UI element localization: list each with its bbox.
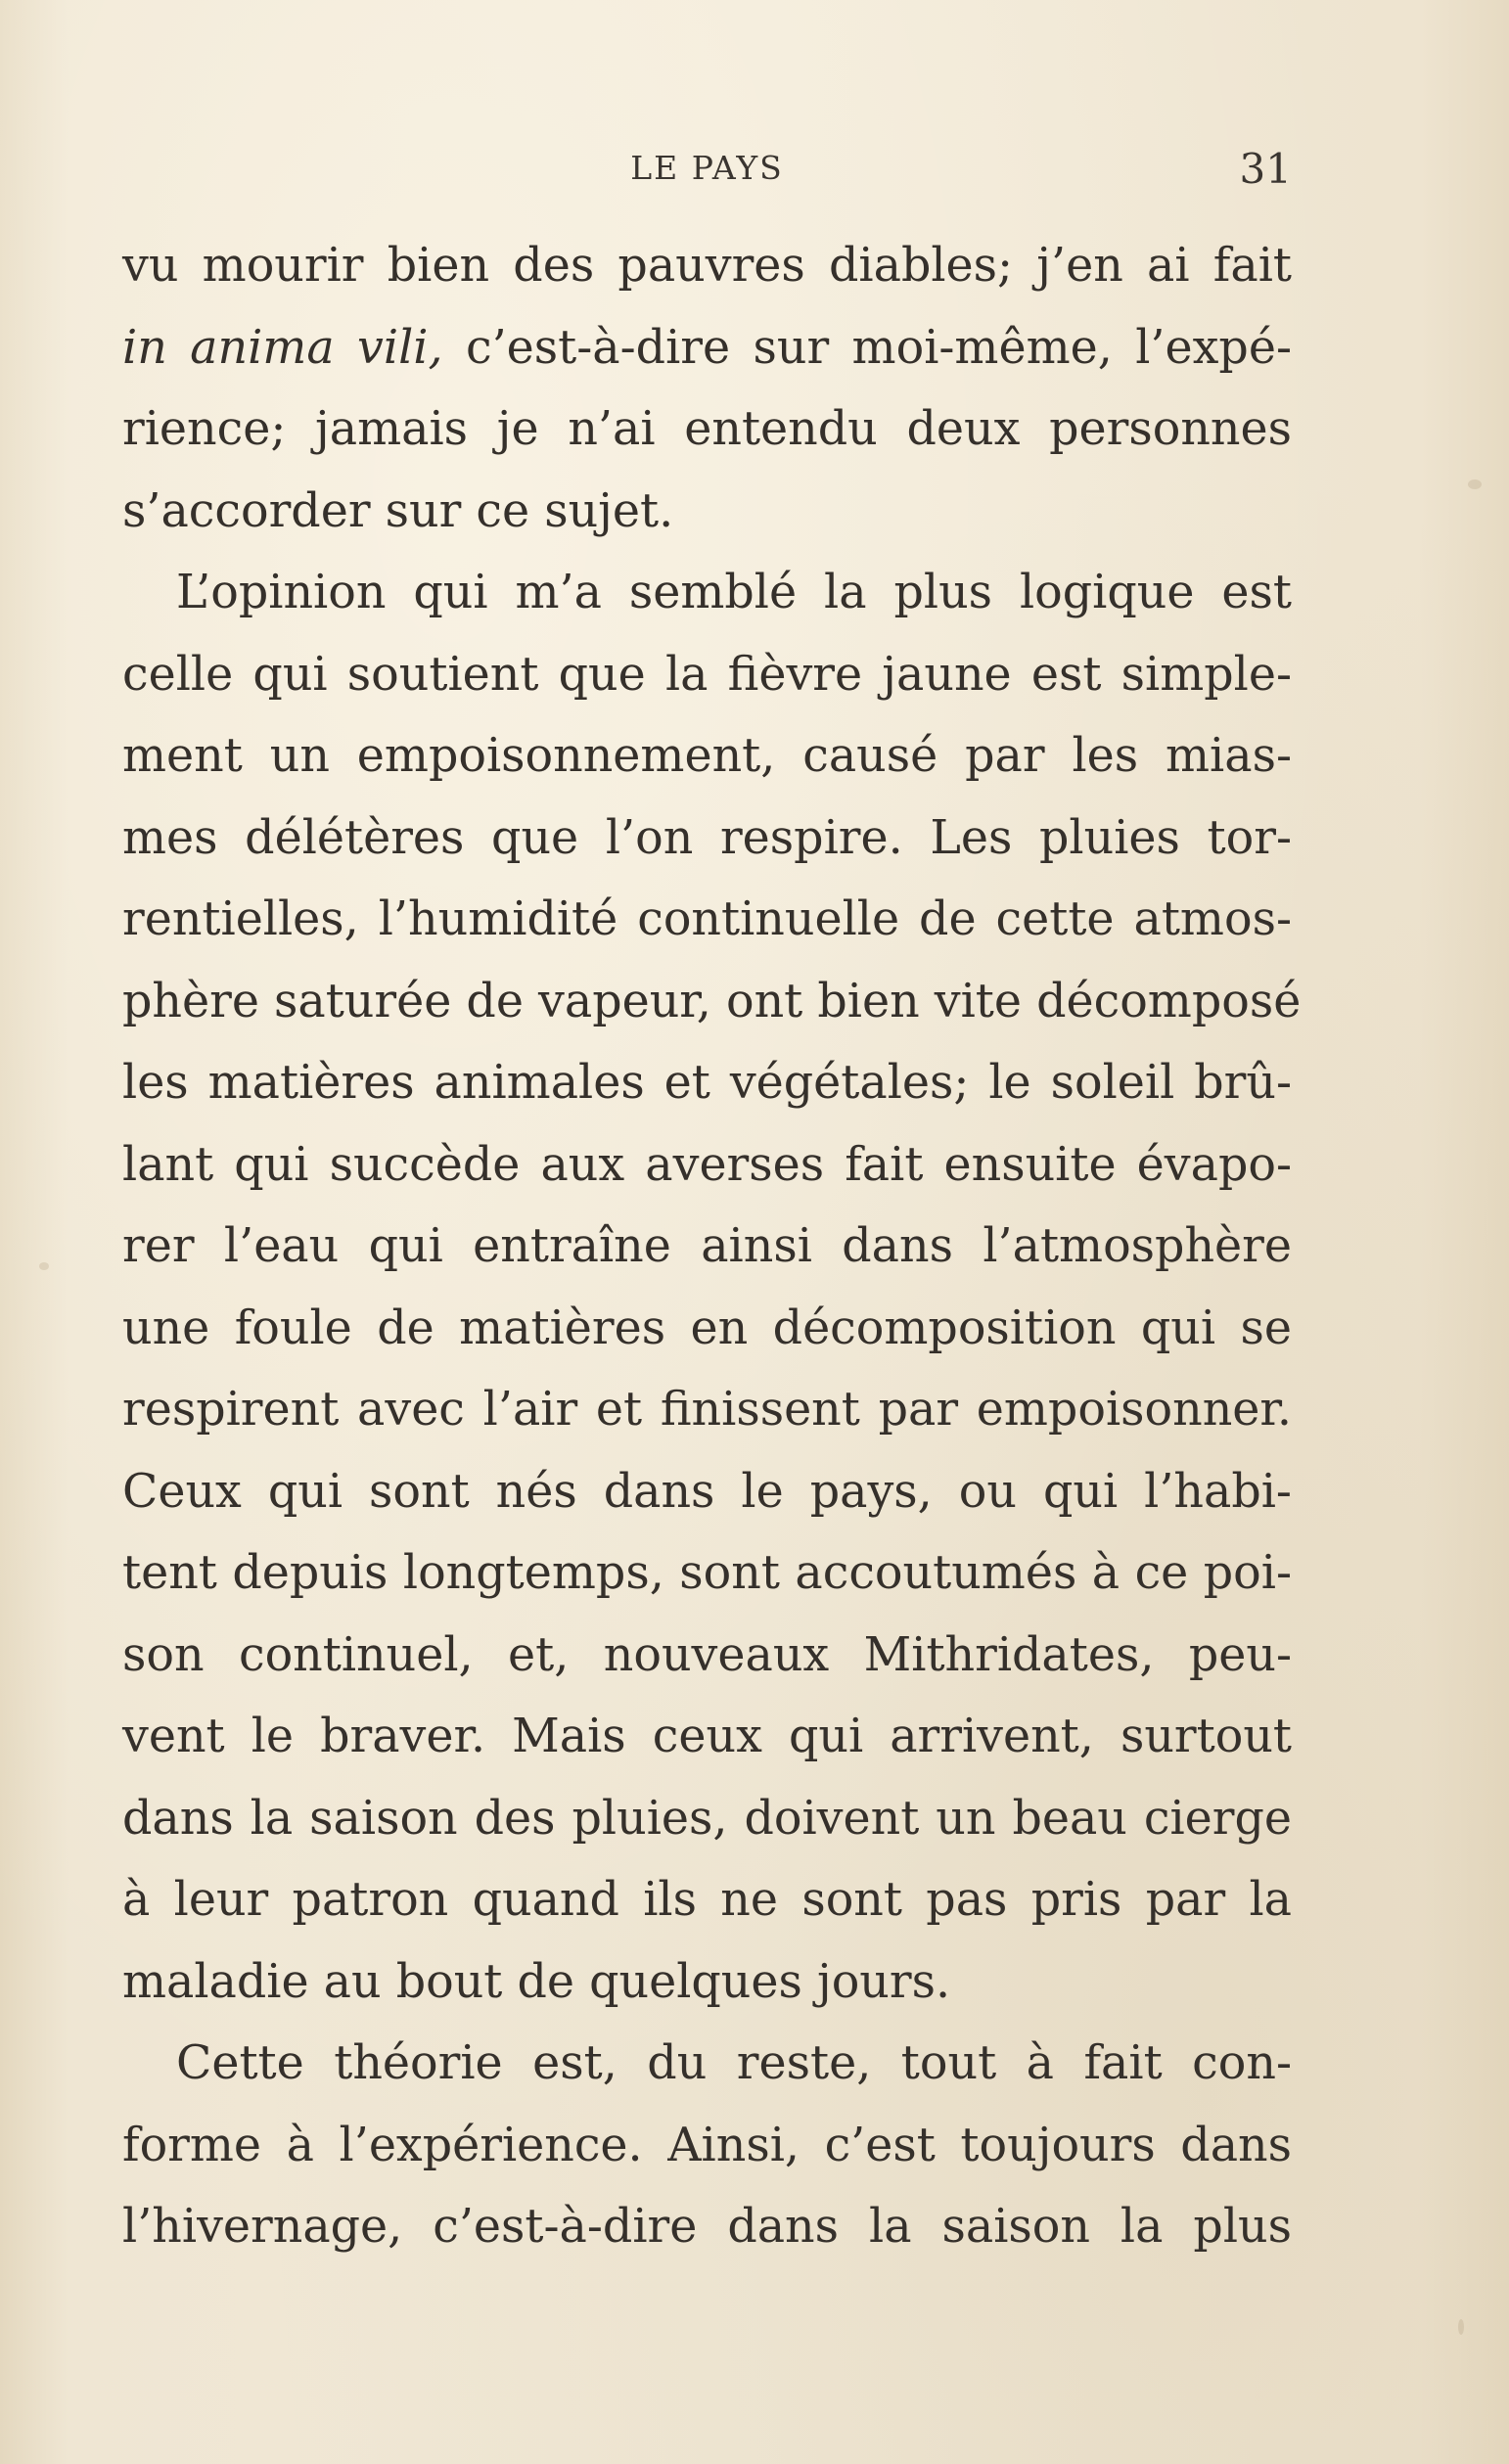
text-line: celle qui soutient que la fièvre jaune est simple-: [122, 647, 1292, 702]
latin-phrase: in anima vili,: [122, 320, 443, 375]
text-line: ment un empoisonnement, causé par les mias-: [122, 729, 1292, 783]
text-line: rentielles, l’humidité continuelle de cette atmos-: [122, 892, 1292, 946]
paper-spot: [1468, 479, 1482, 489]
text-line: une foule de matières en décomposition qui se: [122, 1300, 1292, 1355]
text-line: mes délétères que l’on respire. Les pluies tor-: [122, 810, 1292, 865]
paragraph-first-line: Cette théorie est, du reste, tout à fait con-: [176, 2036, 1292, 2090]
text-line: les matières animales et végétales; le soleil brû-: [122, 1056, 1292, 1110]
text-line: forme à l’expérience. Ainsi, c’est toujours dans: [122, 2118, 1292, 2172]
running-title: LE PAYS: [630, 149, 784, 187]
text-line: lant qui succède aux averses fait ensuite évapo-: [122, 1137, 1292, 1192]
text-line: son continuel, et, nouveaux Mithridates, peu-: [122, 1627, 1292, 1682]
text-line: vent le braver. Mais ceux qui arrivent, surtout: [122, 1710, 1292, 1763]
paper-spot: [39, 1262, 49, 1270]
page-number: 31: [1239, 145, 1292, 193]
text-line: phère saturée de vapeur, ont bien vite décomposé: [122, 974, 1302, 1028]
paragraph-first-line: L’opinion qui m’a semblé la plus logique est: [176, 566, 1292, 619]
text-line: vu mourir bien des pauvres diables; j’en ai fait: [122, 239, 1292, 293]
text-line: rience; jamais je n’ai entendu deux personnes: [122, 402, 1292, 456]
text-line-italic-start: [122, 307, 1292, 389]
text-line: s’accorder sur ce sujet.: [122, 483, 674, 538]
text-line: tent depuis longtemps, sont accoutumés à ce poi-: [122, 1546, 1292, 1600]
text-line: à leur patron quand ils ne sont pas pris par la: [122, 1873, 1292, 1927]
text-line-rest: c’est-à-dire sur moi-même, l’expé-: [442, 320, 1292, 375]
text-line: rer l’eau qui entraîne ainsi dans l’atmosphère: [122, 1219, 1292, 1273]
paper-spot: [1458, 2319, 1464, 2335]
body-text: [122, 225, 1302, 2268]
text-line: l’hivernage, c’est-à-dire dans la saison la plus: [122, 2200, 1292, 2254]
text-line: dans la saison des pluies, doivent un beau cierge: [122, 1791, 1292, 1846]
text-line: maladie au bout de quelques jours.: [122, 1954, 951, 2009]
running-head: [122, 145, 1292, 198]
text-line: respirent avec l’air et finissent par empoisonner.: [122, 1383, 1292, 1437]
text-line: Ceux qui sont nés dans le pays, ou qui l’habi-: [122, 1464, 1292, 1519]
